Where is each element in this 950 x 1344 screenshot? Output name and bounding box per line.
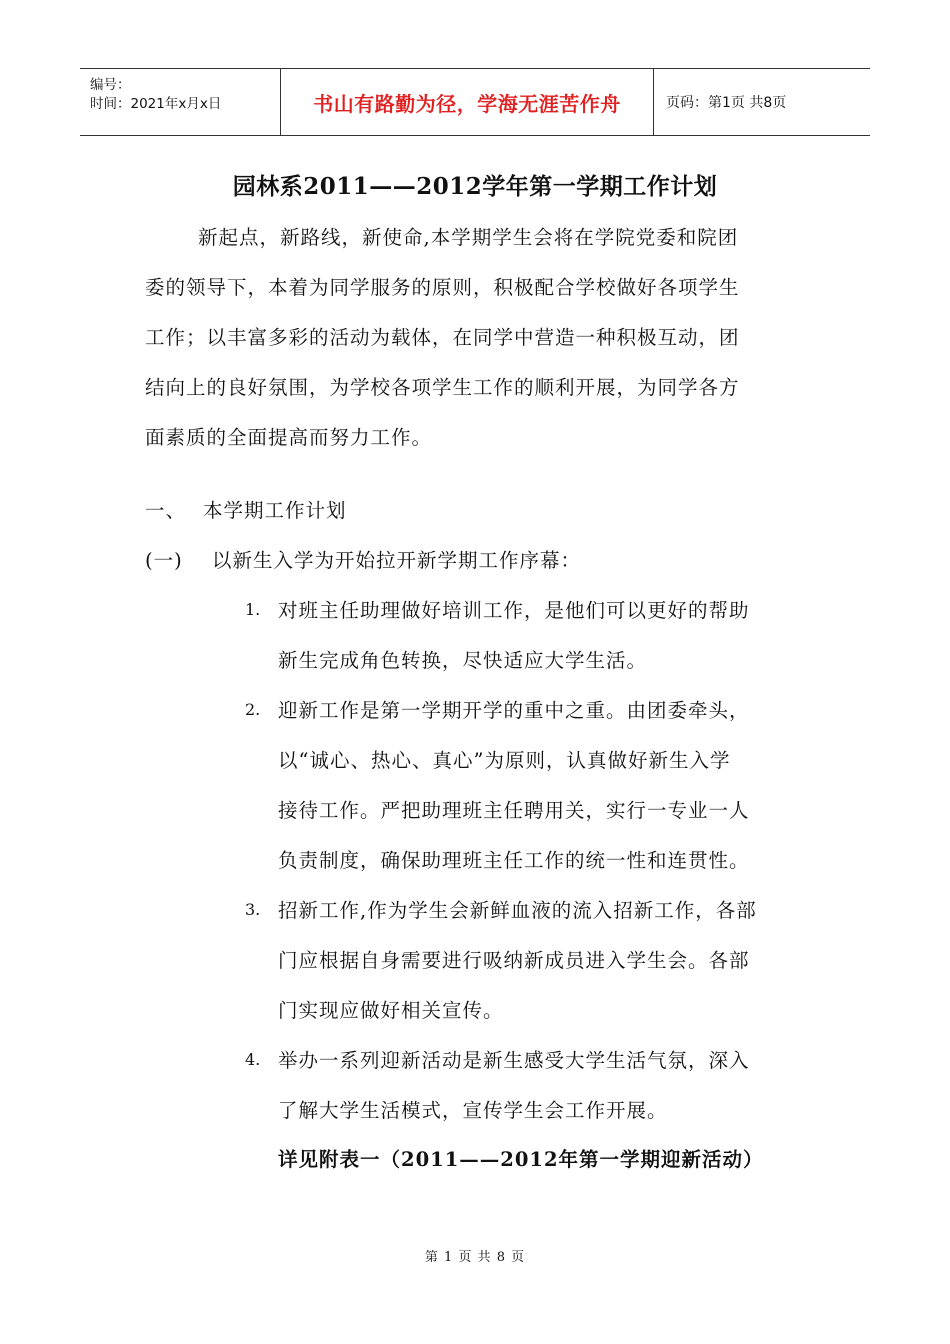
subsection-number: (一) — [145, 549, 183, 572]
list-item-line: 以“诚心、热心、真心”为原则，认真做好新生入学 — [278, 749, 731, 772]
list-item-number: 3. — [245, 900, 261, 919]
list-item-line: 举办一系列迎新活动是新生感受大学生活气氛，深入 — [278, 1049, 750, 1072]
list-item-line: 负责制度，确保助理班主任工作的统一性和连贯性。 — [278, 849, 750, 872]
page-footer: 第 1 页 共 8 页 — [424, 1250, 526, 1265]
page-info: 页码：第1页 共8页 — [666, 95, 787, 111]
list-item-line: 了解大学生活模式，宣传学生会工作开展。 — [278, 1099, 668, 1122]
intro-line: 新起点，新路线，新使命,本学期学生会将在学院党委和院团 — [198, 226, 739, 249]
motto-text: 书山有路勤为径，学海无涯苦作舟 — [313, 91, 621, 116]
list-item-line: 招新工作,作为学生会新鲜血液的流入招新工作，各部 — [278, 899, 757, 922]
motto-cell — [281, 69, 654, 135]
intro-line: 委的领导下，本着为同学服务的原则，积极配合学校做好各项学生 — [145, 276, 740, 299]
subsection-heading: 以新生入学为开始拉开新学期工作序幕： — [212, 549, 582, 572]
list-item-line: 迎新工作是第一学期开学的重中之重。由团委牵头， — [278, 699, 750, 722]
intro-line: 结向上的良好氛围，为学校各项学生工作的顺利开展，为同学各方 — [145, 376, 740, 399]
list-item-line: 新生完成角色转换，尽快适应大学生活。 — [278, 649, 648, 672]
section-heading: 本学期工作计划 — [203, 499, 347, 522]
list-item-number: 4. — [245, 1050, 261, 1069]
header-table — [80, 68, 870, 136]
section-number: 一、 — [145, 499, 187, 522]
list-item-line: 接待工作。严把助理班主任聘用关，实行一专业一人 — [278, 799, 750, 822]
list-item-number: 1. — [245, 600, 261, 619]
list-item-line: 门实现应做好相关宣传。 — [278, 999, 504, 1022]
list-item-line: 门应根据自身需要进行吸纳新成员进入学生会。各部 — [278, 949, 750, 972]
intro-line: 面素质的全面提高而努力工作。 — [145, 426, 433, 449]
header-info-cell — [80, 69, 281, 135]
list-item-line: 对班主任助理做好培训工作，是他们可以更好的帮助 — [278, 599, 750, 622]
number-label: 编号： — [90, 77, 131, 93]
time-label: 时间：2021年x月x日 — [90, 96, 222, 112]
intro-line: 工作；以丰富多彩的活动为载体，在同学中营造一种积极互动，团 — [145, 326, 740, 349]
page-info-cell — [654, 69, 870, 135]
appendix-reference: 详见附表一（2011——2012年第一学期迎新活动） — [278, 1148, 764, 1171]
document-title: 园林系2011——2012学年第一学期工作计划 — [232, 173, 718, 200]
list-item-number: 2. — [245, 700, 261, 719]
